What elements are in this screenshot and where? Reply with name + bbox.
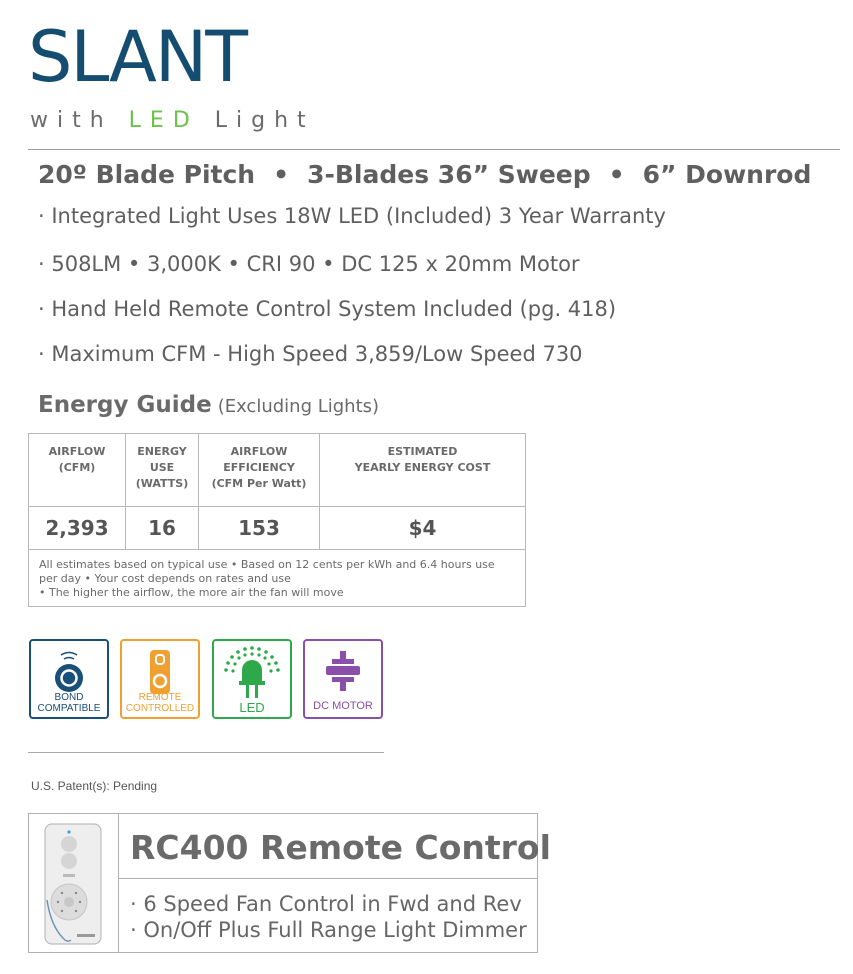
feature-item: · 508LM • 3,000K • CRI 90 • DC 125 x 20mm Motor [38, 252, 580, 276]
spec-downrod: 6” Downrod [642, 160, 812, 189]
remote-controlled-badge [120, 639, 200, 719]
subtitle-suffix: Light [198, 108, 315, 133]
bond-label-2: COMPATIBLE [37, 703, 101, 714]
spec-sweep: 3-Blades 36” Sweep [307, 160, 591, 189]
energy-guide-heading [38, 392, 379, 418]
header-yearly-cost: ESTIMATED YEARLY ENERGY COST [320, 434, 526, 507]
subtitle-led: LED [128, 108, 199, 133]
product-subtitle [30, 108, 315, 133]
header-airflow: AIRFLOW (CFM) [29, 434, 126, 507]
subtitle-prefix: with [30, 108, 129, 133]
dc-motor-label: DC MOTOR [313, 700, 373, 712]
remote-feature-item: · On/Off Plus Full Range Light Dimmer [130, 918, 527, 942]
remote-icon [148, 648, 172, 696]
feature-item: · Integrated Light Uses 18W LED (Included) 3 Year Warranty [38, 204, 666, 228]
bond-compatible-badge [29, 639, 109, 719]
energy-guide-table [28, 433, 526, 607]
value-efficiency: 153 [199, 507, 320, 550]
header-divider [28, 149, 840, 150]
spec-blade-pitch: 20º Blade Pitch [38, 160, 256, 189]
remote-label-2: CONTROLLED [125, 703, 195, 714]
led-bulb-icon [220, 645, 284, 699]
bond-icon [49, 649, 89, 695]
section-divider [28, 752, 384, 753]
product-title: SLANT [28, 16, 247, 98]
value-airflow: 2,393 [29, 507, 126, 550]
remote-control-icon [29, 814, 118, 952]
remote-feature-item: · 6 Speed Fan Control in Fwd and Rev [130, 892, 522, 916]
spec-separator: • [608, 160, 625, 189]
header-energy-use: ENERGY USE (WATTS) [126, 434, 199, 507]
energy-guide-title: Energy Guide [38, 392, 212, 418]
dc-motor-badge [303, 639, 383, 719]
energy-guide-subtitle: (Excluding Lights) [217, 396, 380, 417]
value-yearly-cost: $4 [320, 507, 526, 550]
led-label: LED [239, 700, 265, 715]
spec-line [38, 160, 811, 189]
remote-control-image [29, 814, 119, 952]
remote-label-1: REMOTE [138, 692, 182, 703]
led-badge [212, 639, 292, 719]
bond-label-1: BOND [54, 692, 84, 703]
remote-control-box [28, 813, 551, 953]
motor-icon [323, 651, 363, 695]
remote-control-title-cell [118, 814, 551, 879]
energy-guide-note: All estimates based on typical use • Based on 12 cents per kWh and 6.4 hours use per day • Your cost depends on rates and use • The higher the airflow, the more air the fan will move [29, 550, 526, 607]
header-airflow-efficiency: AIRFLOW EFFICIENCY (CFM Per Watt) [199, 434, 320, 507]
spec-separator: • [273, 160, 290, 189]
patent-text: U.S. Patent(s): Pending [31, 779, 158, 793]
value-energy-use: 16 [126, 507, 199, 550]
feature-item: · Hand Held Remote Control System Included (pg. 418) [38, 297, 617, 321]
feature-item: · Maximum CFM - High Speed 3,859/Low Speed 730 [38, 342, 583, 366]
remote-control-title: RC400 Remote Control [130, 828, 551, 867]
